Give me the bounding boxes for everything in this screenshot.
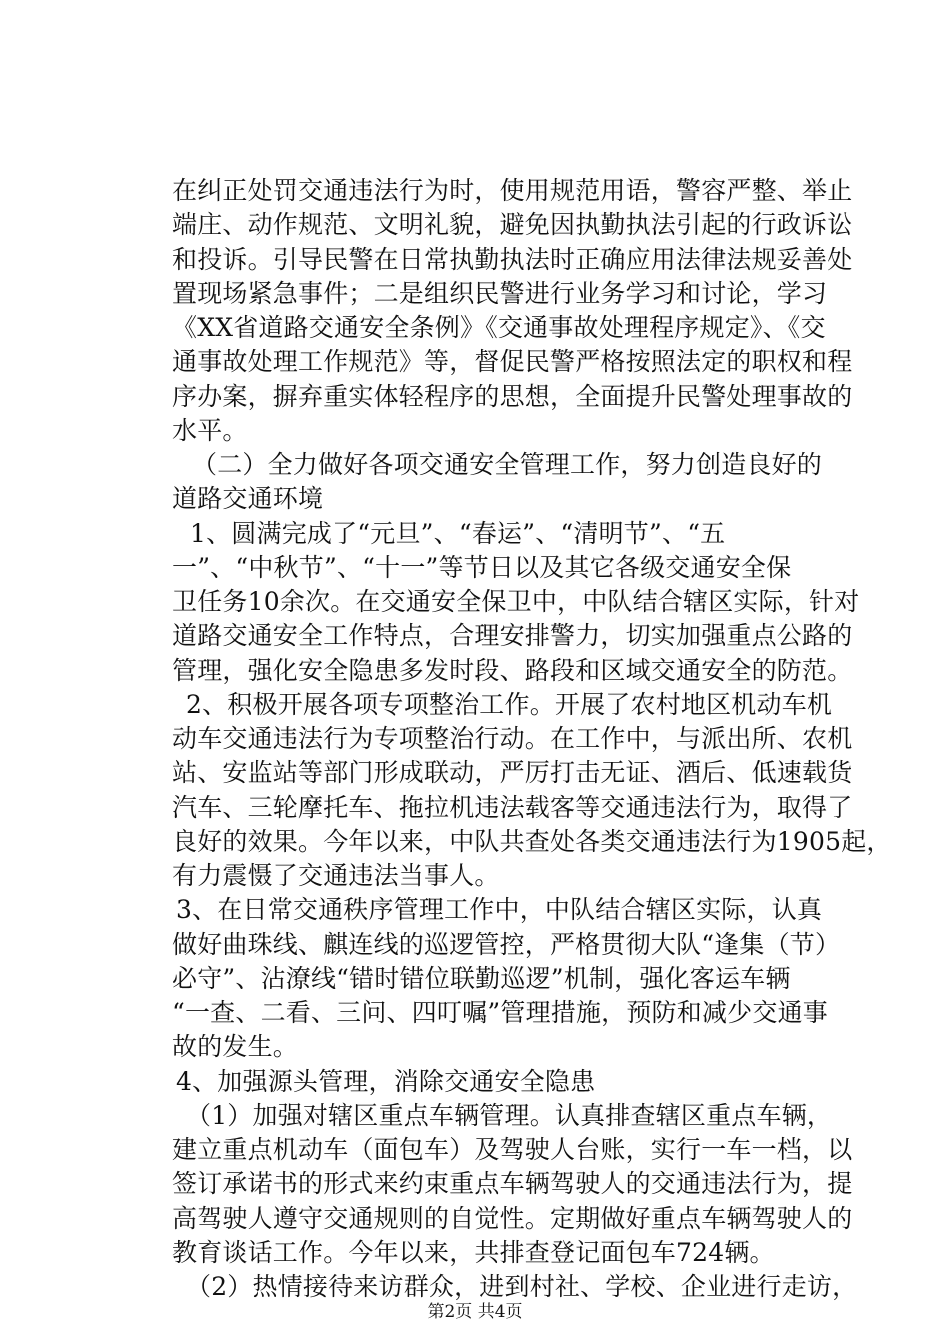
text-line: 置现场紧急事件；二是组织民警进行业务学习和讨论，学习 [172, 279, 828, 308]
text-line: 4、加强源头管理，消除交通安全隐患 [176, 1067, 596, 1096]
text-line: 站、安监站等部门形成联动，严厉打击无证、酒后、低速载货 [172, 758, 853, 787]
text-line: 3、在日常交通秩序管理工作中，中队结合辖区实际，认真 [176, 895, 823, 924]
text-line: （2）热情接待来访群众，进到村社、学校、企业进行走访， [186, 1272, 858, 1301]
text-line: （1）加强对辖区重点车辆管理。认真排查辖区重点车辆， [186, 1101, 833, 1130]
text-line: 一”、“中秋节”、“十一”等节日以及其它各级交通安全保 [172, 553, 792, 582]
text-line: 1、圆满完成了“元旦”、“春运”、“清明节”、“五 [190, 519, 726, 548]
text-line: 《XX省道路交通安全条例》《交通事故处理程序规定》、《交 [172, 313, 826, 342]
text-line: 建立重点机动车（面包车）及驾驶人台账，实行一车一档，以 [172, 1135, 853, 1164]
text-line: 良好的效果。今年以来，中队共查处各类交通违法行为1905起， [172, 827, 892, 856]
text-line: 签订承诺书的形式来约束重点车辆驾驶人的交通违法行为，提 [172, 1169, 853, 1198]
text-line: 序办案，摒弃重实体轻程序的思想，全面提升民警处理事故的 [172, 382, 853, 411]
text-line: 通事故处理工作规范》等，督促民警严格按照法定的职权和程 [172, 347, 853, 376]
text-line: 管理，强化安全隐患多发时段、路段和区域交通安全的防范。 [172, 656, 853, 685]
text-line: 卫任务10余次。在交通安全保卫中，中队结合辖区实际，针对 [172, 587, 860, 616]
text-line: 在纠正处罚交通违法行为时，使用规范用语，警容严整、举止 [172, 176, 853, 205]
text-line: 道路交通安全工作特点，合理安排警力，切实加强重点公路的 [172, 621, 853, 650]
text-line: 汽车、三轮摩托车、拖拉机违法载客等交通违法行为，取得了 [172, 793, 853, 822]
text-line: 动车交通违法行为专项整治行动。在工作中，与派出所、农机 [172, 724, 853, 753]
text-line: “一查、二看、三问、四叮嘱”管理措施，预防和减少交通事 [172, 998, 828, 1027]
text-line: 2、积极开展各项专项整治工作。开展了农村地区机动车机 [186, 690, 833, 719]
text-line: 做好曲珠线、麒连线的巡逻管控，严格贯彻大队“逢集（节） [172, 930, 841, 959]
page-footer: 第2页 共4页 [427, 1302, 523, 1322]
text-line: 水平。 [172, 416, 248, 445]
text-line: 教育谈话工作。今年以来，共排查登记面包车724辆。 [172, 1238, 775, 1267]
text-line: 端庄、动作规范、文明礼貌，避免因执勤执法引起的行政诉讼 [172, 210, 853, 239]
text-line: 高驾驶人遵守交通规则的自觉性。定期做好重点车辆驾驶人的 [172, 1204, 853, 1233]
text-line: 道路交通环境 [172, 484, 324, 513]
text-line: 必守”、沾潦线“错时错位联勤巡逻”机制，强化客运车辆 [172, 964, 791, 993]
text-line: 和投诉。引导民警在日常执勤执法时正确应用法律法规妥善处 [172, 245, 853, 274]
text-line: 有力震慑了交通违法当事人。 [172, 861, 500, 890]
text-line: 故的发生。 [172, 1032, 299, 1061]
text-line: （二）全力做好各项交通安全管理工作，努力创造良好的 [192, 450, 823, 479]
